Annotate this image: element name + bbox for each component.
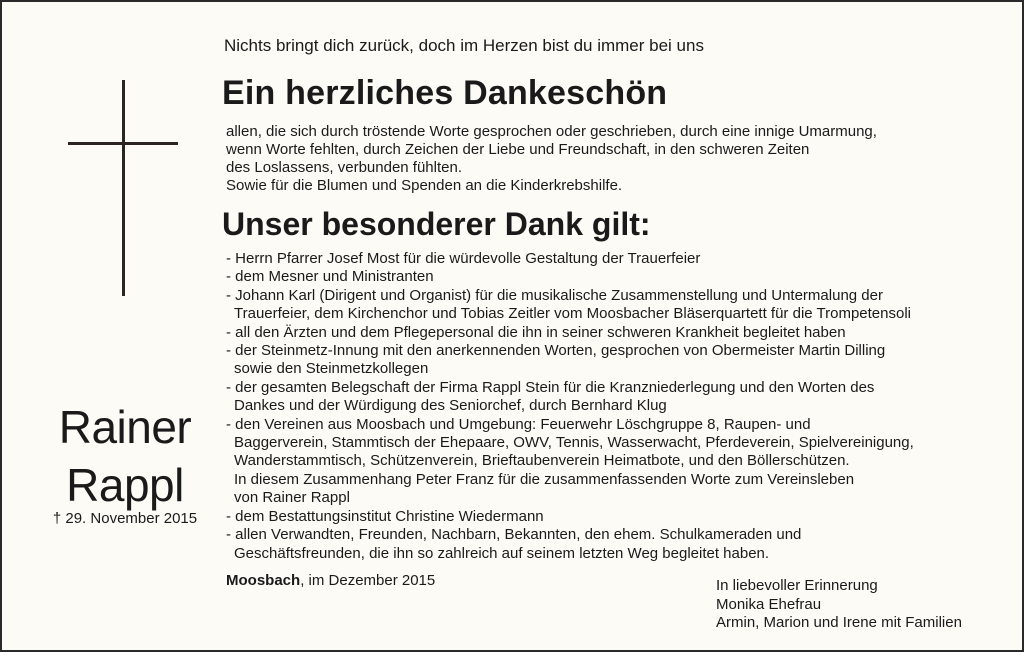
list-item	[226, 508, 1006, 526]
list-item-continuation: Geschäftsfreunden, die ihn so zahlreich auf seinem letzten Weg begleitet haben.	[234, 544, 770, 562]
closing-date: , im Dezember 2015	[300, 572, 436, 589]
list-item-line: - all den Ärzten und dem Pflegepersonal die ihn in seiner schweren Krankheit begleitet haben	[226, 323, 846, 341]
list-item-line: - den Vereinen aus Moosbach und Umgebung: Feuerwehr Löschgruppe 8, Raupen- und	[226, 415, 811, 433]
deceased-first-name: Rainer	[58, 401, 192, 453]
cross-horizontal-bar	[68, 142, 178, 145]
cross-vertical-bar	[122, 80, 125, 296]
list-item	[226, 379, 1006, 416]
list-item-continuation: sowie den Steinmetzkollegen	[234, 360, 429, 378]
headline: Ein herzliches Dankeschön	[222, 74, 668, 112]
list-item-continuation: Baggerverein, Stammtisch der Ehepaare, OWV, Tennis, Wasserwacht, Pferdeverein, Spielvereinigung,	[234, 434, 914, 452]
list-item	[226, 342, 1006, 379]
intro-line: Sowie für die Blumen und Spenden an die Kinderkrebshilfe.	[226, 177, 623, 194]
subheadline: Unser besonderer Dank gilt:	[222, 206, 651, 242]
list-item-continuation: In diesem Zusammenhang Peter Franz für die zusammenfassenden Worte zum Vereinsleben	[234, 470, 855, 488]
signature-block	[716, 577, 962, 633]
place-date	[226, 572, 435, 589]
list-item-line: - dem Bestattungsinstitut Christine Wiedermann	[226, 507, 544, 525]
intro-line: des Loslassens, verbunden fühlten.	[226, 159, 462, 176]
intro-paragraph	[226, 123, 986, 195]
list-item-line: - Herrn Pfarrer Josef Most für die würdevolle Gestaltung der Trauerfeier	[226, 250, 701, 267]
list-item	[226, 250, 1006, 268]
deceased-last-name: Rappl	[66, 459, 184, 511]
signature-line: In liebevoller Erinnerung	[716, 577, 878, 594]
list-item-line: - der Steinmetz-Innung mit den anerkennenden Worten, gesprochen von Obermeister Martin Dilling	[226, 342, 886, 360]
list-item-line: - Johann Karl (Dirigent und Organist) für die musikalische Zusammenstellung und Untermalung der	[226, 286, 883, 304]
death-date: † 29. November 2015	[52, 510, 198, 527]
list-item-continuation: von Rainer Rappl	[234, 489, 350, 507]
list-item-continuation: Trauerfeier, dem Kirchenchor und Tobias Zeitler vom Moosbacher Bläserquartett für die Trompetensoli	[234, 305, 911, 323]
list-item	[226, 416, 1006, 508]
list-item	[226, 526, 1006, 563]
list-item-continuation: Wanderstammtisch, Schützenverein, Brieftaubenverein Heimatbote, und den Böllerschützen.	[234, 452, 850, 470]
closing-place: Moosbach	[226, 572, 301, 589]
list-item-line: - dem Mesner und Ministranten	[226, 268, 434, 286]
signature-line: Monika Ehefrau	[716, 595, 822, 613]
intro-line: allen, die sich durch tröstende Worte gesprochen oder geschrieben, durch eine innige Umarmung,	[226, 123, 877, 140]
signature-line: Armin, Marion und Irene mit Familien	[716, 614, 962, 631]
list-item	[226, 324, 1006, 342]
list-item-line: - der gesamten Belegschaft der Firma Rappl Stein für die Kranzniederlegung und den Worten des	[226, 378, 875, 396]
list-item-continuation: Dankes und der Würdigung des Seniorchef, durch Bernhard Klug	[234, 397, 667, 415]
thanks-list	[226, 250, 1006, 563]
list-item	[226, 287, 1006, 324]
intro-line: wenn Worte fehlten, durch Zeichen der Liebe und Freundschaft, in den schweren Zeiten	[226, 141, 810, 158]
motto: Nichts bringt dich zurück, doch im Herzen bist du immer bei uns	[224, 36, 704, 55]
list-item-line: - allen Verwandten, Freunden, Nachbarn, Bekannten, den ehem. Schulkameraden und	[226, 526, 802, 544]
list-item	[226, 268, 1006, 286]
